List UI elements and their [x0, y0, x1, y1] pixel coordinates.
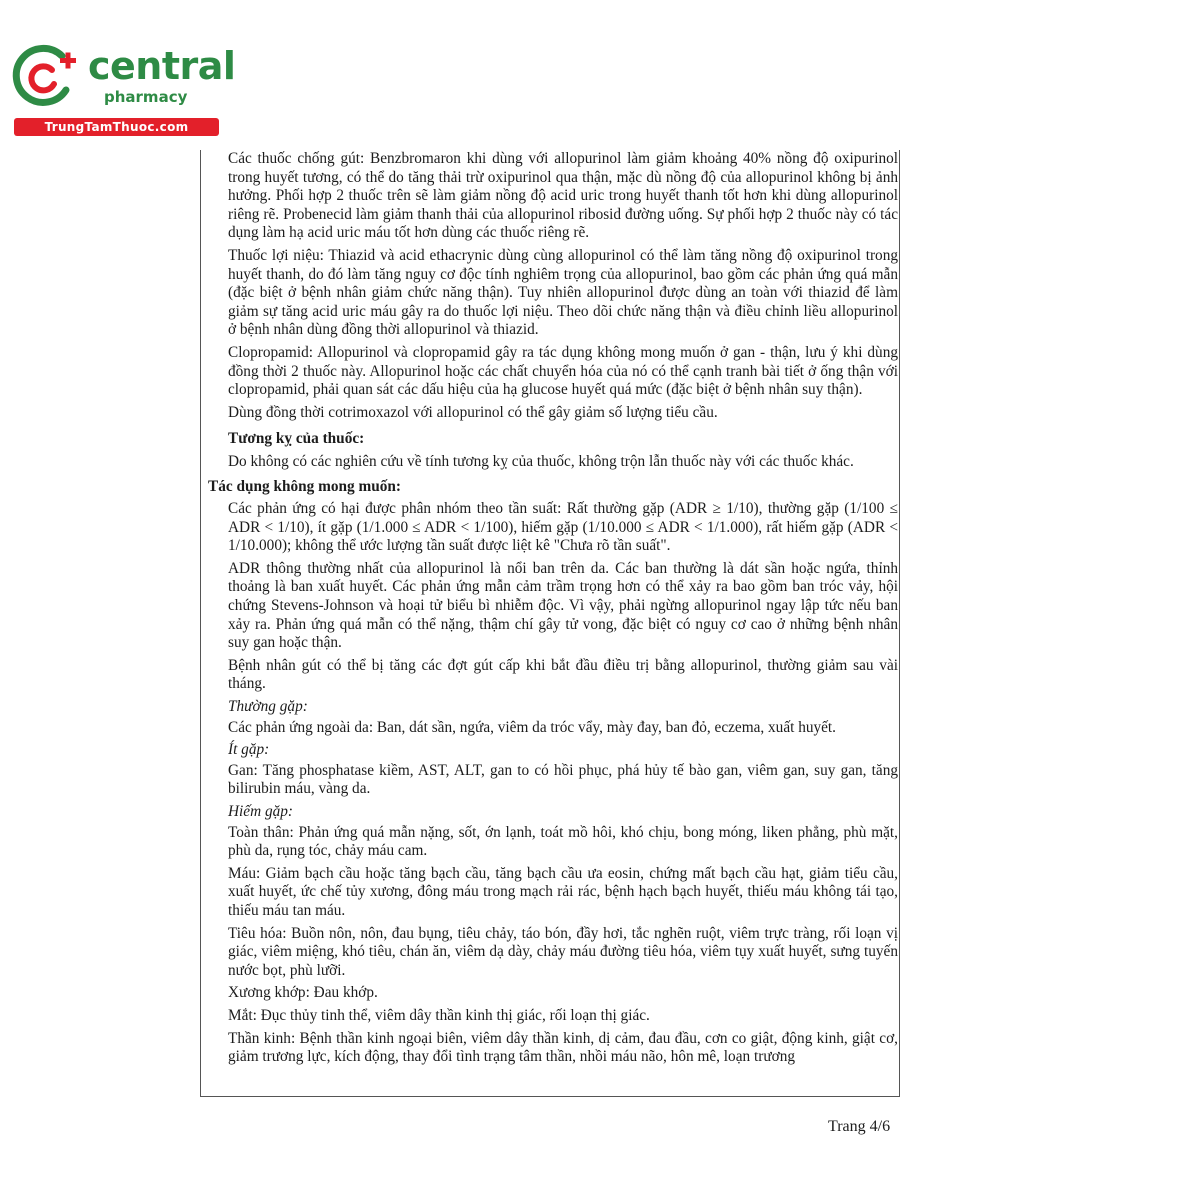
document-content [208, 150, 898, 1071]
paragraph-rare-blood: Máu: Giảm bạch cầu hoặc tăng bạch cầu, tăng bạch cầu ưa eosin, chứng mất bạch cầu hạt, giảm tiểu cầu, xuất huyết, ức chế tủy xương, đông máu trong mạch rải rác, bệnh hạch bạch huyết, thiếu máu không tái tạo, thiếu máu tan máu. [228, 864, 898, 919]
paragraph-clopropamid: Clopropamid: Allopurinol và clopropamid gây ra tác dụng không mong muốn ở gan - thận, lưu ý khi dùng đồng thời 2 thuốc này. Allopurinol hoặc các chất chuyển hóa của nó có thể cạnh tranh bài tiết ở ống thận với clopropamid, phải quan sát các dấu hiệu của hạ glucose huyết quá mức (đặc biệt ở bệnh nhân suy thận). [228, 343, 898, 399]
paragraph-diuretics: Thuốc lợi niệu: Thiazid và acid ethacrynic dùng cùng allopurinol có thể làm tăng nồng độ oxipurinol trong huyết thanh, do đó làm tăng nguy cơ độc tính nghiêm trọng của allopurinol, bao gồm các phản ứng quá mẫn (đặc biệt ở bệnh nhân giảm chức năng thận). Tuy nhiên allopurinol được dùng an toàn với thiazid để làm giảm sự tăng acid uric máu gây ra do thuốc lợi niệu. Theo dõi chức năng thận và điều chỉnh liều allopurinol ở bệnh nhân dùng đồng thời allopurinol và thiazid. [228, 246, 898, 339]
paragraph-uncommon-liver: Gan: Tăng phosphatase kiềm, AST, ALT, gan to có hồi phục, phá hủy tế bào gan, viêm gan, suy gan, tăng bilirubin máu, vàng da. [228, 761, 898, 798]
category-uncommon: Ít gặp: [228, 741, 270, 759]
brand-subtitle: pharmacy [104, 88, 188, 106]
page-border-right [899, 150, 900, 1096]
paragraph-rare-systemic: Toàn thân: Phản ứng quá mẫn nặng, sốt, ớn lạnh, toát mồ hôi, khó chịu, bong móng, liken phẳng, phù mặt, phù da, rụng tóc, chảy máu cam. [228, 823, 898, 860]
paragraph-antigout: Các thuốc chống gút: Benzbromaron khi dùng với allopurinol làm giảm khoảng 40% nồng độ oxipurinol trong huyết tương, có thể do tăng thải trừ oxipurinol qua thận, mặc dù nồng độ của allopurinol không bị ảnh hưởng. Phối hợp 2 thuốc trên sẽ làm giảm nồng độ acid uric trong huyết thanh tốt hơn khi dùng allopurinol riêng rẽ. Probenecid làm giảm thanh thải của allopurinol ribosid đường uống. Sự phối hợp 2 thuốc này có tác dụng làm hạ acid uric máu tốt hơn dùng các thuốc riêng rẽ. [228, 150, 898, 242]
site-ribbon: TrungTamThuoc.com [14, 118, 219, 136]
paragraph-rare-digestive: Tiêu hóa: Buồn nôn, nôn, đau bụng, tiêu chảy, táo bón, đầy hơi, tắc nghẽn ruột, viêm trực tràng, rối loạn vị giác, viêm miệng, khó tiêu, chán ăn, viêm dạ dày, chảy máu đường tiêu hóa, viêm tụy xuất huyết, sưng tuyến nước bọt, phù lưỡi. [228, 924, 898, 979]
paragraph-adr-common-rash: ADR thông thường nhất của allopurinol là nổi ban trên da. Các ban thường là dát sần hoặc ngứa, thỉnh thoảng là ban xuất huyết. Các phản ứng mẫn cảm trầm trọng hơn có thể xảy ra bao gồm ban tróc vảy, hội chứng Stevens-Johnson và hoại tử biểu bì nhiễm độc. Vì vậy, phải ngừng allopurinol ngay lập tức nếu ban xảy ra. Phản ứng quá mẫn có thể nặng, thậm chí gây tử vong, đặc biệt có nguy cơ cao ở những bệnh nhân suy gan hoặc thận. [228, 559, 898, 652]
paragraph-incompatibility: Do không có các nghiên cứu về tính tương kỵ của thuốc, không trộn lẫn thuốc này với các thuốc khác. [228, 452, 854, 470]
paragraph-adr-gout: Bệnh nhân gút có thể bị tăng các đợt gút cấp khi bắt đầu điều trị bằng allopurinol, thường giảm sau vài tháng. [228, 656, 898, 693]
paragraph-cotrimoxazol: Dùng đồng thời cotrimoxazol với allopurinol có thể gây giảm số lượng tiểu cầu. [228, 403, 718, 421]
brand-name: central [88, 44, 236, 88]
page-border-bottom [200, 1096, 900, 1097]
heading-incompatibility: Tương kỵ của thuốc: [228, 430, 365, 448]
category-rare: Hiếm gặp: [228, 803, 293, 820]
paragraph-common-skin: Các phản ứng ngoài da: Ban, dát sần, ngứa, viêm da tróc vẩy, mày đay, ban đỏ, eczema, xuất huyết. [228, 718, 837, 736]
category-common: Thường gặp: [228, 698, 308, 716]
heading-adverse-effects: Tác dụng không mong muốn: [208, 477, 401, 495]
paragraph-rare-joints: Xương khớp: Đau khớp. [228, 984, 378, 1002]
paragraph-rare-nervous: Thần kinh: Bệnh thần kinh ngoại biên, viêm dây thần kinh, dị cảm, đau đầu, cơn co giật, động kinh, giật cơ, giảm trương lực, kích động, thay đổi tình trạng tâm thần, nhồi máu não, hôn mê, loạn trương [228, 1029, 898, 1066]
pharmacy-logo-icon [10, 40, 80, 110]
central-pharmacy-logo [10, 36, 236, 136]
paragraph-rare-eyes: Mắt: Đục thủy tinh thể, viêm dây thần kinh thị giác, rối loạn thị giác. [228, 1006, 650, 1024]
page-number: Trang 4/6 [828, 1118, 891, 1135]
document-page [200, 150, 908, 1100]
paragraph-adr-frequency: Các phản ứng có hại được phân nhóm theo tần suất: Rất thường gặp (ADR ≥ 1/10), thường gặp (1/100 ≤ ADR < 1/10), ít gặp (1/1.000 ≤ ADR < 1/100), hiếm gặp (1/10.000 ≤ ADR < 1/1.000), rất hiếm gặp (ADR < 1/10.000); không thể ước lượng tần suất được liệt kê "Chưa rõ tần suất". [228, 500, 898, 555]
page-border-left [200, 150, 201, 1096]
